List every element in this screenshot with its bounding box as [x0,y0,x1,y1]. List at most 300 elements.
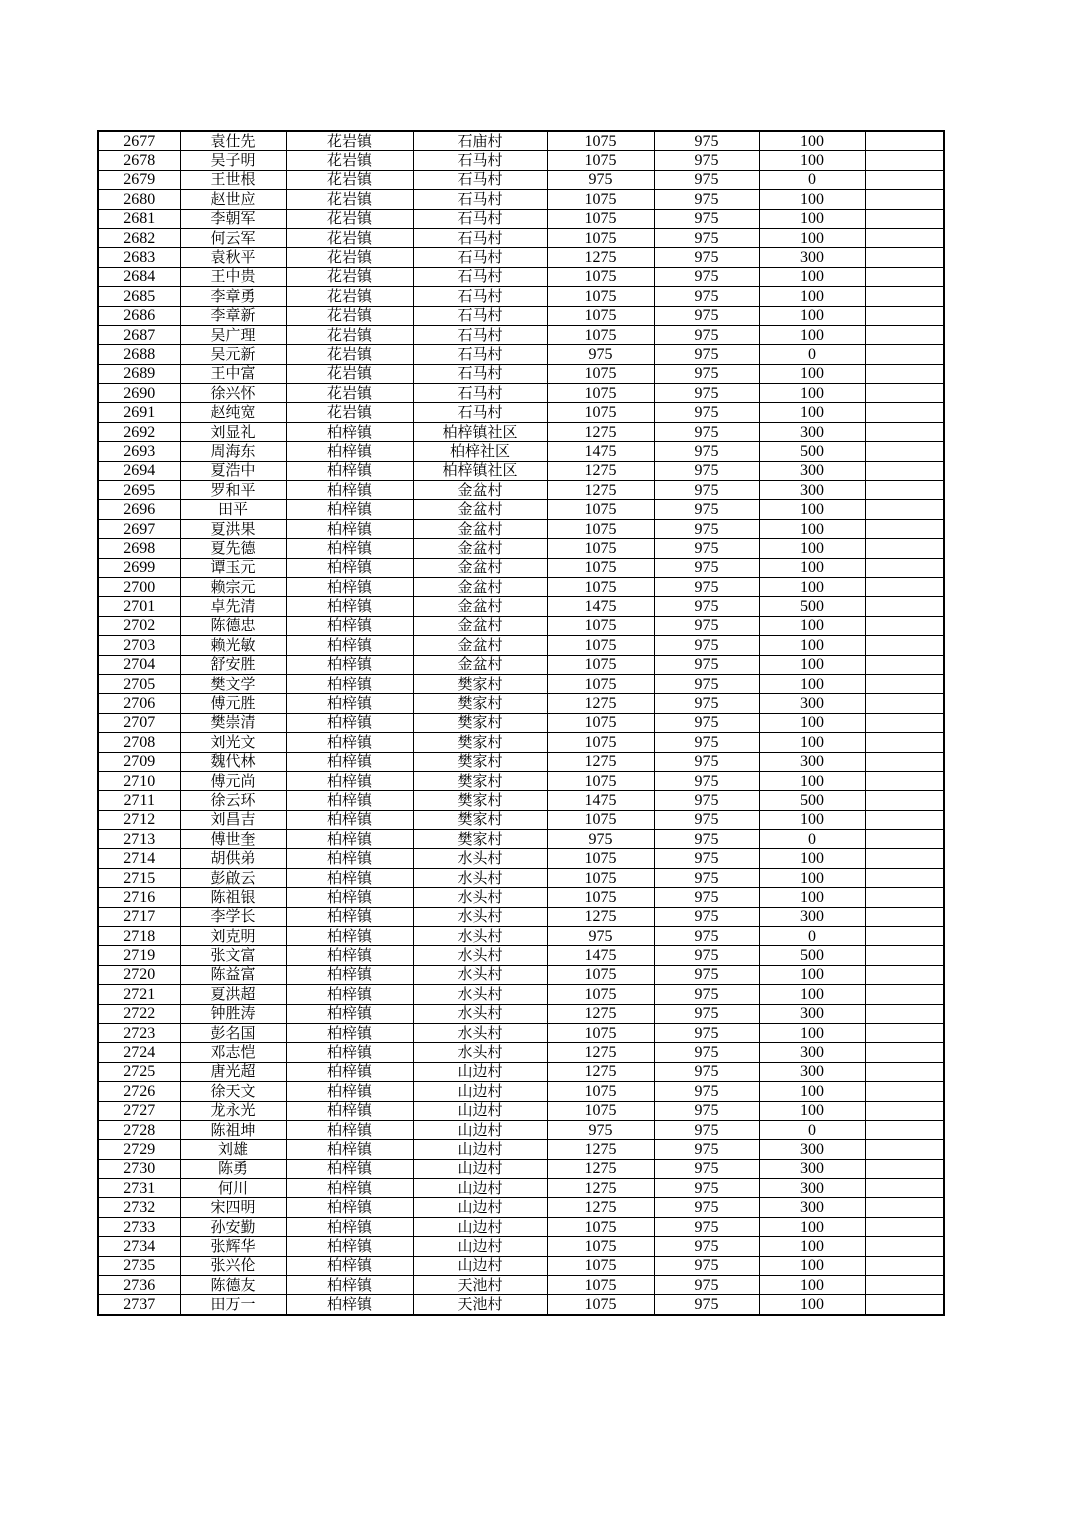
amount-b-cell: 975 [654,1004,759,1023]
village-cell: 山边村 [413,1140,547,1159]
amount-b-cell: 975 [654,946,759,965]
amount-diff-cell: 100 [759,1101,865,1120]
amount-a-cell: 1075 [547,539,654,558]
amount-b-cell: 975 [654,287,759,306]
person-name-cell: 刘克明 [180,927,286,946]
amount-diff-cell: 300 [759,1004,865,1023]
person-name-cell: 徐天文 [180,1082,286,1101]
remark-cell [865,1043,944,1062]
amount-diff-cell: 0 [759,927,865,946]
amount-diff-cell: 100 [759,713,865,732]
amount-b-cell: 975 [654,325,759,344]
town-cell: 柏梓镇 [286,1256,413,1275]
amount-diff-cell: 100 [759,151,865,170]
table-row [98,888,944,907]
village-cell: 樊家村 [413,830,547,849]
amount-b-cell: 975 [654,364,759,383]
amount-a-cell: 1275 [547,481,654,500]
record-number-cell: 2684 [98,267,180,286]
amount-diff-cell: 100 [759,985,865,1004]
table-row [98,170,944,189]
person-name-cell: 陈祖坤 [180,1120,286,1139]
village-cell: 樊家村 [413,752,547,771]
table-row [98,849,944,868]
remark-cell [865,519,944,538]
town-cell: 柏梓镇 [286,927,413,946]
table-row [98,364,944,383]
amount-diff-cell: 300 [759,481,865,500]
record-number-cell: 2710 [98,771,180,790]
remark-cell [865,1004,944,1023]
amount-a-cell: 1075 [547,558,654,577]
town-cell: 花岩镇 [286,170,413,189]
town-cell: 柏梓镇 [286,655,413,674]
table-row [98,1198,944,1217]
remark-cell [865,481,944,500]
record-number-cell: 2681 [98,209,180,228]
town-cell: 柏梓镇 [286,985,413,1004]
town-cell: 柏梓镇 [286,1276,413,1295]
record-number-cell: 2696 [98,500,180,519]
remark-cell [865,1101,944,1120]
table-row [98,325,944,344]
town-cell: 柏梓镇 [286,1159,413,1178]
amount-a-cell: 1275 [547,1159,654,1178]
amount-a-cell: 1075 [547,674,654,693]
amount-a-cell: 1075 [547,985,654,1004]
person-name-cell: 陈德忠 [180,616,286,635]
table-row [98,752,944,771]
town-cell: 花岩镇 [286,384,413,403]
village-cell: 水头村 [413,868,547,887]
town-cell: 花岩镇 [286,248,413,267]
remark-cell [865,985,944,1004]
amount-a-cell: 1075 [547,325,654,344]
record-number-cell: 2721 [98,985,180,1004]
village-cell: 金盆村 [413,519,547,538]
amount-diff-cell: 100 [759,1256,865,1275]
record-number-cell: 2685 [98,287,180,306]
town-cell: 花岩镇 [286,287,413,306]
amount-diff-cell: 100 [759,306,865,325]
town-cell: 柏梓镇 [286,500,413,519]
table-row [98,384,944,403]
amount-diff-cell: 300 [759,1179,865,1198]
amount-b-cell: 975 [654,713,759,732]
person-name-cell: 赵世应 [180,190,286,209]
amount-a-cell: 1075 [547,306,654,325]
table-row [98,810,944,829]
amount-diff-cell: 500 [759,597,865,616]
town-cell: 柏梓镇 [286,636,413,655]
amount-a-cell: 1075 [547,151,654,170]
amount-diff-cell: 100 [759,771,865,790]
remark-cell [865,946,944,965]
village-cell: 金盆村 [413,481,547,500]
town-cell: 柏梓镇 [286,752,413,771]
town-cell: 柏梓镇 [286,868,413,887]
amount-b-cell: 975 [654,384,759,403]
person-name-cell: 李朝军 [180,209,286,228]
amount-diff-cell: 100 [759,1237,865,1256]
amount-a-cell: 1075 [547,1295,654,1315]
town-cell: 花岩镇 [286,151,413,170]
table-row [98,577,944,596]
table-row [98,1217,944,1236]
table-row [98,539,944,558]
record-number-cell: 2735 [98,1256,180,1275]
table-row [98,461,944,480]
amount-b-cell: 975 [654,868,759,887]
amount-b-cell: 975 [654,985,759,1004]
person-name-cell: 赵纯宽 [180,403,286,422]
village-cell: 石马村 [413,209,547,228]
person-name-cell: 吴子明 [180,151,286,170]
remark-cell [865,965,944,984]
table-row [98,519,944,538]
table-row [98,1295,944,1315]
person-name-cell: 彭啟云 [180,868,286,887]
village-cell: 山边村 [413,1217,547,1236]
record-number-cell: 2702 [98,616,180,635]
record-number-cell: 2701 [98,597,180,616]
record-number-cell: 2689 [98,364,180,383]
town-cell: 柏梓镇 [286,1198,413,1217]
village-cell: 石马村 [413,287,547,306]
table-row [98,1023,944,1042]
town-cell: 花岩镇 [286,364,413,383]
record-number-cell: 2680 [98,190,180,209]
village-cell: 樊家村 [413,674,547,693]
amount-b-cell: 975 [654,248,759,267]
amount-diff-cell: 300 [759,752,865,771]
amount-a-cell: 1075 [547,384,654,403]
person-name-cell: 陈祖银 [180,888,286,907]
record-number-cell: 2683 [98,248,180,267]
amount-b-cell: 975 [654,461,759,480]
person-name-cell: 刘光文 [180,733,286,752]
person-name-cell: 吴广理 [180,325,286,344]
amount-b-cell: 975 [654,151,759,170]
amount-b-cell: 975 [654,1023,759,1042]
remark-cell [865,461,944,480]
town-cell: 柏梓镇 [286,1295,413,1315]
amount-diff-cell: 300 [759,248,865,267]
table-row [98,442,944,461]
village-cell: 天池村 [413,1295,547,1315]
table-row [98,907,944,926]
record-number-cell: 2729 [98,1140,180,1159]
person-name-cell: 刘昌吉 [180,810,286,829]
remark-cell [865,1217,944,1236]
town-cell: 柏梓镇 [286,674,413,693]
table-row [98,228,944,247]
table-row [98,655,944,674]
amount-b-cell: 975 [654,190,759,209]
table-row [98,713,944,732]
table-row [98,422,944,441]
remark-cell [865,1295,944,1315]
table-row [98,1004,944,1023]
record-number-cell: 2727 [98,1101,180,1120]
town-cell: 花岩镇 [286,403,413,422]
remark-cell [865,422,944,441]
amount-b-cell: 975 [654,403,759,422]
record-number-cell: 2728 [98,1120,180,1139]
table-row [98,1101,944,1120]
person-name-cell: 罗和平 [180,481,286,500]
village-cell: 石马村 [413,228,547,247]
table-row [98,151,944,170]
record-number-cell: 2682 [98,228,180,247]
amount-diff-cell: 100 [759,868,865,887]
amount-a-cell: 1475 [547,597,654,616]
village-cell: 山边村 [413,1082,547,1101]
amount-diff-cell: 0 [759,345,865,364]
remark-cell [865,616,944,635]
amount-diff-cell: 100 [759,674,865,693]
table-row [98,1082,944,1101]
town-cell: 柏梓镇 [286,461,413,480]
amount-b-cell: 975 [654,1062,759,1081]
town-cell: 柏梓镇 [286,558,413,577]
village-cell: 柏梓镇社区 [413,461,547,480]
record-number-cell: 2679 [98,170,180,189]
village-cell: 柏梓社区 [413,442,547,461]
amount-diff-cell: 100 [759,1295,865,1315]
village-cell: 水头村 [413,907,547,926]
person-name-cell: 李章勇 [180,287,286,306]
amount-diff-cell: 100 [759,558,865,577]
amount-a-cell: 1275 [547,752,654,771]
record-number-cell: 2695 [98,481,180,500]
remark-cell [865,771,944,790]
remark-cell [865,384,944,403]
village-cell: 樊家村 [413,694,547,713]
person-name-cell: 魏代林 [180,752,286,771]
person-name-cell: 孙安勤 [180,1217,286,1236]
town-cell: 柏梓镇 [286,1004,413,1023]
town-cell: 柏梓镇 [286,1023,413,1042]
table-row [98,868,944,887]
record-number-cell: 2724 [98,1043,180,1062]
village-cell: 石马村 [413,306,547,325]
record-number-cell: 2736 [98,1276,180,1295]
amount-diff-cell: 100 [759,364,865,383]
record-number-cell: 2690 [98,384,180,403]
amount-b-cell: 975 [654,1120,759,1139]
amount-diff-cell: 100 [759,577,865,596]
village-cell: 天池村 [413,1276,547,1295]
remark-cell [865,1179,944,1198]
table-row [98,674,944,693]
amount-a-cell: 1475 [547,791,654,810]
village-cell: 金盆村 [413,500,547,519]
record-number-cell: 2719 [98,946,180,965]
table-row [98,830,944,849]
person-name-cell: 谭玉元 [180,558,286,577]
village-cell: 樊家村 [413,771,547,790]
amount-diff-cell: 100 [759,267,865,286]
village-cell: 石马村 [413,403,547,422]
amount-diff-cell: 100 [759,1023,865,1042]
town-cell: 柏梓镇 [286,694,413,713]
amount-b-cell: 975 [654,1237,759,1256]
table-row [98,1043,944,1062]
town-cell: 花岩镇 [286,228,413,247]
amount-diff-cell: 100 [759,849,865,868]
amount-diff-cell: 100 [759,636,865,655]
person-name-cell: 何川 [180,1179,286,1198]
amount-diff-cell: 300 [759,1140,865,1159]
record-number-cell: 2692 [98,422,180,441]
amount-b-cell: 975 [654,306,759,325]
table-row [98,248,944,267]
table-row [98,1062,944,1081]
amount-diff-cell: 300 [759,1062,865,1081]
town-cell: 花岩镇 [286,209,413,228]
town-cell: 柏梓镇 [286,616,413,635]
village-cell: 山边村 [413,1198,547,1217]
amount-diff-cell: 100 [759,384,865,403]
amount-b-cell: 975 [654,345,759,364]
amount-b-cell: 975 [654,771,759,790]
amount-a-cell: 1275 [547,461,654,480]
amount-a-cell: 975 [547,170,654,189]
village-cell: 水头村 [413,946,547,965]
amount-a-cell: 1275 [547,1179,654,1198]
amount-diff-cell: 500 [759,442,865,461]
amount-b-cell: 975 [654,888,759,907]
amount-b-cell: 975 [654,267,759,286]
amount-diff-cell: 100 [759,655,865,674]
table-row [98,1140,944,1159]
remark-cell [865,1237,944,1256]
record-number-cell: 2711 [98,791,180,810]
village-cell: 水头村 [413,888,547,907]
remark-cell [865,190,944,209]
person-name-cell: 张兴伦 [180,1256,286,1275]
record-number-cell: 2713 [98,830,180,849]
record-number-cell: 2704 [98,655,180,674]
amount-a-cell: 1275 [547,907,654,926]
village-cell: 金盆村 [413,636,547,655]
record-number-cell: 2698 [98,539,180,558]
person-name-cell: 唐光超 [180,1062,286,1081]
person-name-cell: 邓志恺 [180,1043,286,1062]
amount-a-cell: 1075 [547,636,654,655]
table-row [98,771,944,790]
amount-diff-cell: 100 [759,539,865,558]
person-name-cell: 袁仕先 [180,131,286,151]
person-name-cell: 徐兴怀 [180,384,286,403]
person-name-cell: 刘显礼 [180,422,286,441]
remark-cell [865,539,944,558]
town-cell: 柏梓镇 [286,1120,413,1139]
amount-b-cell: 975 [654,228,759,247]
amount-a-cell: 975 [547,1120,654,1139]
amount-diff-cell: 500 [759,791,865,810]
village-cell: 石马村 [413,151,547,170]
table-row [98,267,944,286]
village-cell: 水头村 [413,1043,547,1062]
table-row [98,616,944,635]
town-cell: 柏梓镇 [286,907,413,926]
village-cell: 水头村 [413,1004,547,1023]
amount-b-cell: 975 [654,655,759,674]
person-name-cell: 宋四明 [180,1198,286,1217]
amount-b-cell: 975 [654,209,759,228]
table-row [98,946,944,965]
record-number-cell: 2722 [98,1004,180,1023]
amount-b-cell: 975 [654,616,759,635]
village-cell: 石马村 [413,345,547,364]
amount-a-cell: 1075 [547,577,654,596]
amount-diff-cell: 100 [759,733,865,752]
remark-cell [865,170,944,189]
town-cell: 柏梓镇 [286,1043,413,1062]
person-name-cell: 胡供弟 [180,849,286,868]
amount-a-cell: 1075 [547,228,654,247]
amount-a-cell: 1075 [547,267,654,286]
town-cell: 柏梓镇 [286,771,413,790]
amount-b-cell: 975 [654,1256,759,1275]
table-row [98,1179,944,1198]
amount-diff-cell: 300 [759,422,865,441]
amount-b-cell: 975 [654,539,759,558]
record-number-cell: 2697 [98,519,180,538]
remark-cell [865,267,944,286]
record-number-cell: 2725 [98,1062,180,1081]
amount-b-cell: 975 [654,907,759,926]
person-name-cell: 陈勇 [180,1159,286,1178]
record-number-cell: 2691 [98,403,180,422]
record-number-cell: 2705 [98,674,180,693]
village-cell: 石马村 [413,248,547,267]
record-number-cell: 2733 [98,1217,180,1236]
amount-a-cell: 1075 [547,209,654,228]
table-body [98,131,944,1315]
amount-a-cell: 1075 [547,364,654,383]
table-row [98,481,944,500]
record-number-cell: 2693 [98,442,180,461]
village-cell: 金盆村 [413,597,547,616]
remark-cell [865,791,944,810]
remark-cell [865,752,944,771]
table-row [98,190,944,209]
table-row [98,636,944,655]
person-name-cell: 王中贵 [180,267,286,286]
table-row [98,287,944,306]
person-name-cell: 刘雄 [180,1140,286,1159]
remark-cell [865,403,944,422]
amount-a-cell: 1075 [547,810,654,829]
remark-cell [865,1276,944,1295]
person-name-cell: 樊文学 [180,674,286,693]
amount-a-cell: 1075 [547,1237,654,1256]
table-row [98,694,944,713]
record-number-cell: 2717 [98,907,180,926]
remark-cell [865,868,944,887]
table-row [98,131,944,151]
amount-a-cell: 1475 [547,442,654,461]
remark-cell [865,1082,944,1101]
table-row [98,1159,944,1178]
village-cell: 山边村 [413,1256,547,1275]
village-cell: 金盆村 [413,655,547,674]
table-row [98,345,944,364]
amount-b-cell: 975 [654,1198,759,1217]
